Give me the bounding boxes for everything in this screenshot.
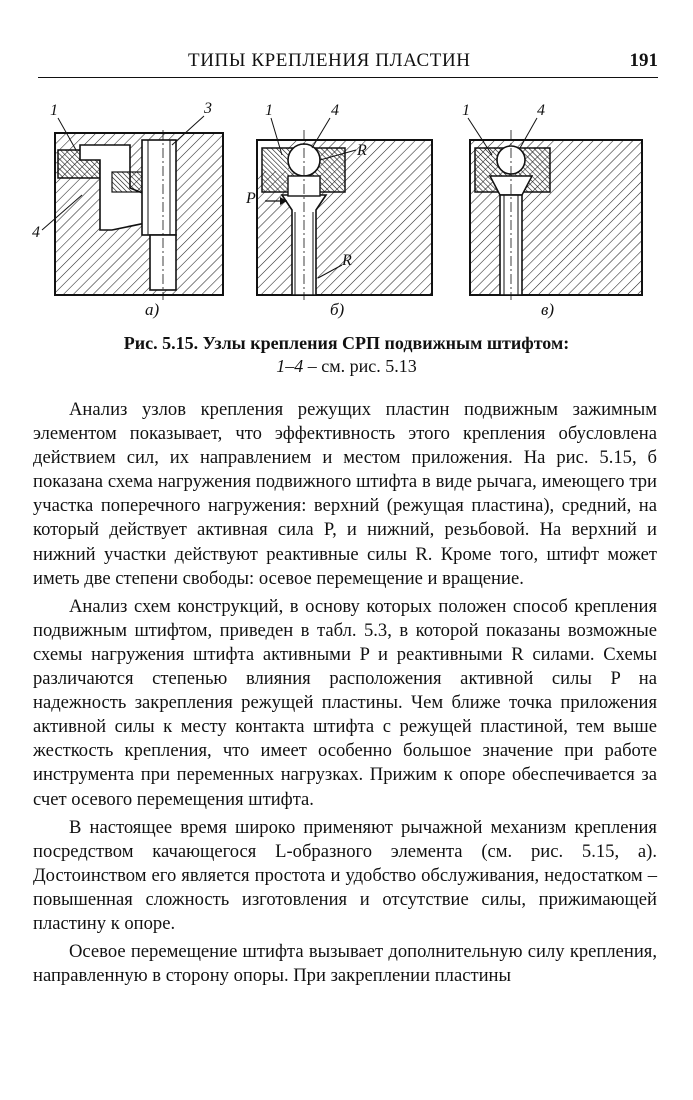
callout-label: 1: [50, 102, 58, 119]
paragraph: Анализ узлов крепления режущих пластин подвижным зажимным элементом показывает, что эффективность этого крепления обусловлена действием сил, их направлением и местом приложения. На рис. 5.15, б показана схема нагружения подвижного штифта в виде рычага, имеющего три участка поперечного нагружения: верхний (режущая пластина), средний, на который действует активная сила P, и нижний, резьбовой. На верхний и нижний участки действуют реактивные силы R. Кроме того, штифт может иметь две степени свободы: осевое перемещение и вращение.: [33, 399, 657, 589]
page-number: 191: [629, 50, 658, 71]
caption-title: Рис. 5.15. Узлы крепления СРП подвижным штифтом: [123, 333, 564, 353]
callout-label: 1: [265, 102, 273, 119]
callout-label: 4: [331, 102, 339, 119]
figure-caption: [0, 333, 693, 377]
paragraph: Осевое перемещение штифта вызывает дополнительную силу крепления, направленную в сторону опоры. При закреплении пластины: [33, 941, 657, 987]
running-title: ТИПЫ КРЕПЛЕНИЯ ПЛАСТИН: [188, 50, 471, 71]
header-rule: [38, 77, 658, 78]
callout-label: 1: [462, 102, 470, 119]
panel-a-label: а): [145, 300, 160, 319]
panel-b-drawing: [257, 118, 432, 300]
caption-legend: [0, 356, 693, 377]
caption-range: 1–4: [276, 356, 304, 376]
callout-label: R: [342, 252, 352, 269]
figure-5-15: [0, 100, 693, 330]
panel-a-drawing: [42, 116, 223, 300]
paragraph: Анализ схем конструкций, в основу которых положен способ крепления подвижным штифтом, приведен в табл. 5.3, в которой показаны возможные схемы нагружения штифта активными P и реактивными R силами. Схемы различаются степенью влияния расположения активной силы P на надежность закрепления режущей пластины. Чем ближе точка приложения активной силы к месту контакта штифта с режущей пластиной, тем выше жесткость крепления, что имеет особенно большое значение при работе инструмента при переменных нагрузках. Прижим к опоре обеспечивается за счет осевого перемещения штифта.: [33, 595, 657, 810]
panel-c-label: в): [541, 300, 555, 319]
caption-ref: – см. рис. 5.13: [303, 356, 417, 376]
callout-label: 4: [537, 102, 545, 119]
callout-label: 3: [204, 100, 212, 117]
paragraph: В настоящее время широко применяют рычажной механизм крепления посредством качающегося L-образного элемента (см. рис. 5.15, а). Достоинством его является простота и удобство обслуживания, недостатком – повышенная сложность изготовления и отсутствие силы, прижимающей пластину к опоре.: [33, 816, 657, 934]
page-header: [38, 44, 658, 78]
callout-label: 4: [32, 224, 40, 241]
panel-c-drawing: [468, 118, 642, 300]
body-text: [33, 398, 657, 992]
caption-colon: :: [563, 333, 570, 353]
callout-label: P: [246, 190, 256, 207]
figure-drawing: [0, 100, 693, 330]
callout-label: R: [357, 142, 367, 159]
panel-b-label: б): [330, 300, 345, 319]
